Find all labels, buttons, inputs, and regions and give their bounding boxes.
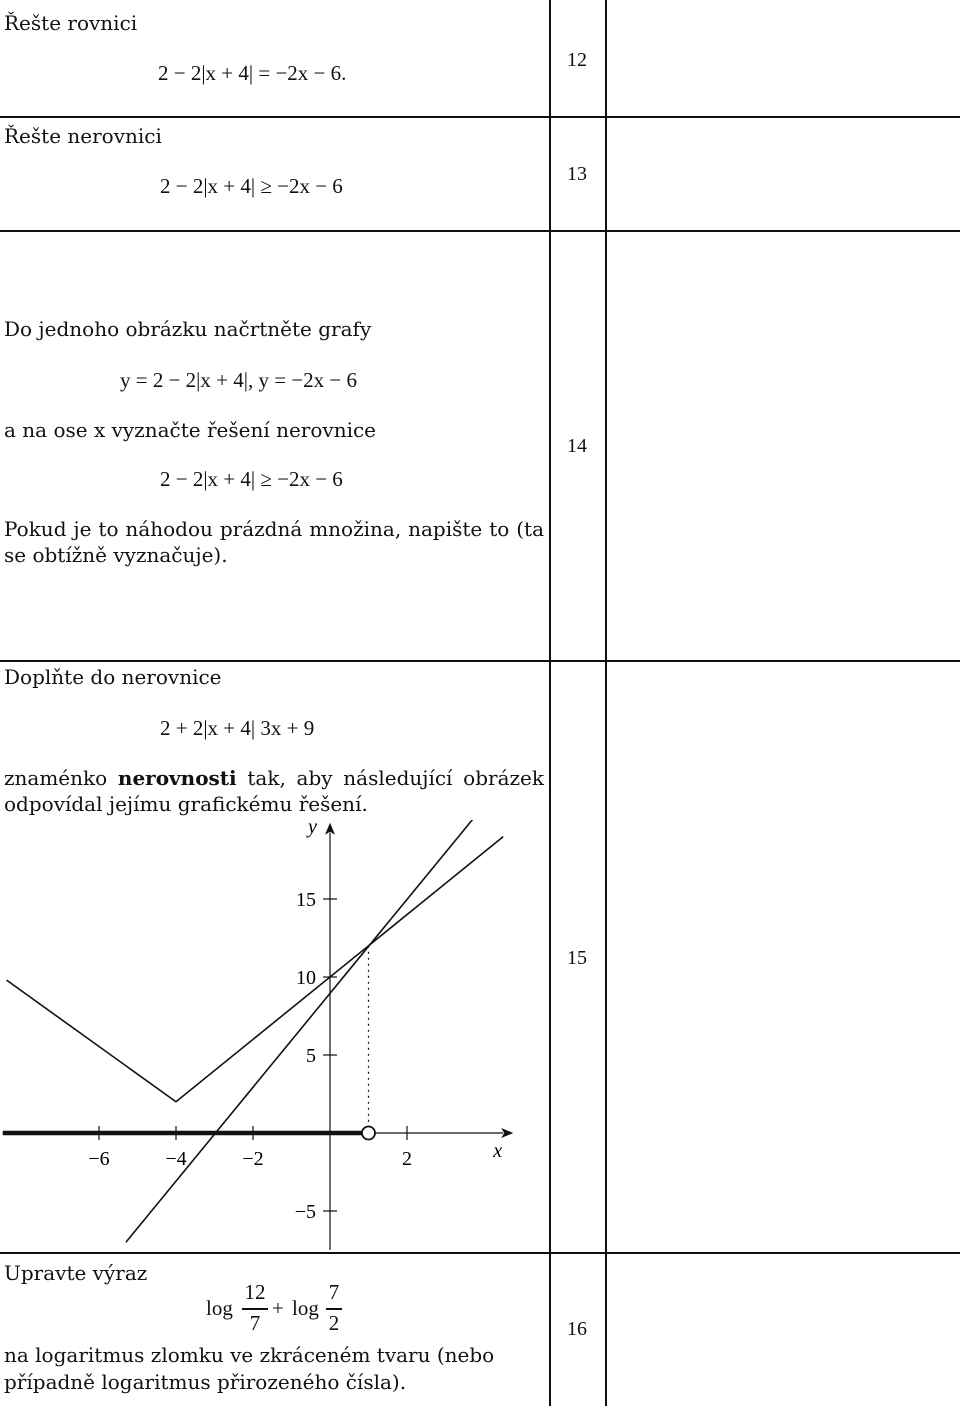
log-word: log xyxy=(206,1296,233,1320)
fraction-numerator: 7 xyxy=(328,1280,340,1304)
column-divider xyxy=(549,0,551,1406)
problem-number-12: 12 xyxy=(567,49,587,71)
y-tick-label: 10 xyxy=(296,967,316,989)
instruction-14: Do jednoho obrázku načrtněte grafy xyxy=(4,317,372,341)
x-tick-label: −6 xyxy=(88,1148,110,1170)
text-15-bold: nerovnosti xyxy=(117,766,237,790)
y-tick-label: 15 xyxy=(296,889,316,911)
equation-12: 2 − 2|x + 4| = −2x − 6. xyxy=(158,61,347,85)
inequality-13: 2 − 2|x + 4| ≥ −2x − 6 xyxy=(160,174,343,198)
column-divider xyxy=(605,0,607,1406)
problem-number-13: 13 xyxy=(567,163,587,185)
x-tick-label: −4 xyxy=(165,1148,187,1170)
text-15-before: znaménko xyxy=(4,766,118,790)
row-divider xyxy=(0,116,960,118)
graph-functions-14: y = 2 − 2|x + 4|, y = −2x − 6 xyxy=(120,368,357,392)
series-line-2 xyxy=(126,820,523,1242)
open-endpoint xyxy=(362,1127,375,1140)
text-15 xyxy=(4,765,544,817)
fraction-bar xyxy=(242,1308,268,1310)
series-line-1 xyxy=(7,837,504,1102)
x-axis-label: x xyxy=(493,1140,503,1162)
problem-number-15: 15 xyxy=(567,947,587,969)
y-tick-label: 5 xyxy=(306,1045,316,1067)
middle-text-14: a na ose x vyznačte řešení nerovnice xyxy=(4,418,377,442)
text-15-after: tak, aby následující obrázek odpovídal jejímu grafickému řešení. xyxy=(4,766,544,816)
y-tick-label: −5 xyxy=(294,1201,316,1223)
note-16: na logaritmus zlomku ve zkráceném tvaru (nebo případně logaritmus přirozeného čísla). xyxy=(4,1343,495,1394)
instruction-12: Řešte rovnici xyxy=(4,11,138,35)
x-tick-label: −2 xyxy=(242,1148,264,1170)
fraction-numerator: 12 xyxy=(244,1280,266,1304)
instruction-15: Doplňte do nerovnice xyxy=(4,665,222,689)
note-14: Pokud je to náhodou prázdná množina, napište to (ta se obtížně vyznačuje). xyxy=(4,517,544,567)
inequality-15: 2 + 2|x + 4| 3x + 9 xyxy=(160,716,315,740)
instruction-16: Upravte výraz xyxy=(4,1261,148,1285)
instruction-13: Řešte nerovnici xyxy=(4,124,162,148)
y-axis-label: y xyxy=(308,820,317,838)
fraction-denominator: 2 xyxy=(328,1311,340,1335)
row-divider xyxy=(0,660,960,662)
problem-number-14: 14 xyxy=(567,435,587,457)
row-divider xyxy=(0,230,960,232)
x-tick-label: 2 xyxy=(402,1148,412,1170)
plus-sign: + xyxy=(272,1296,284,1320)
row-divider xyxy=(0,1252,960,1254)
inequality-14: 2 − 2|x + 4| ≥ −2x − 6 xyxy=(160,467,343,491)
log-word: log xyxy=(292,1296,319,1320)
graph-15 xyxy=(0,820,548,1250)
fraction-bar xyxy=(326,1308,342,1310)
problem-number-16: 16 xyxy=(567,1318,587,1340)
fraction-denominator: 7 xyxy=(249,1311,261,1335)
